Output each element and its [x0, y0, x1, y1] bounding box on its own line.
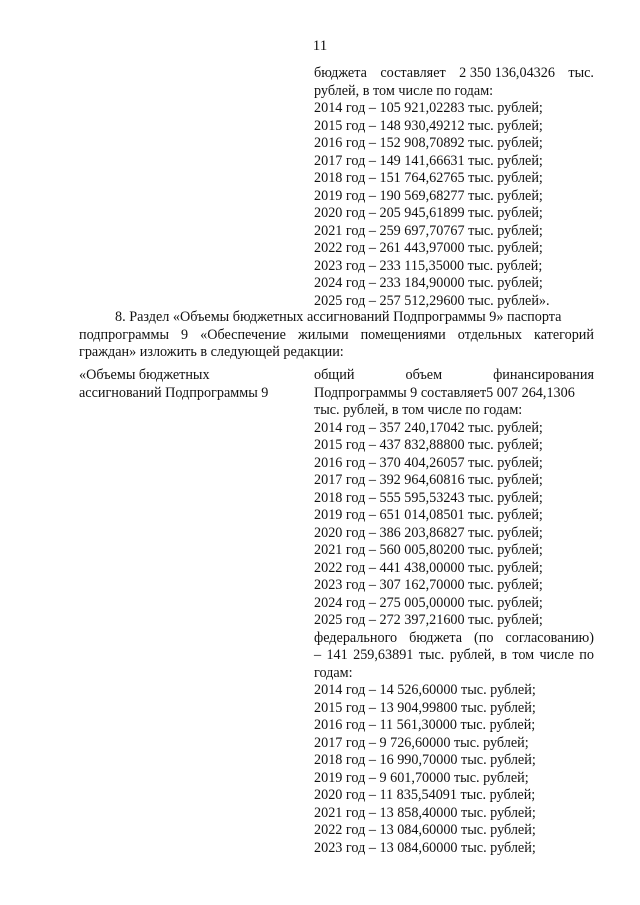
- label-line: ассигнований Подпрограммы 9: [79, 384, 269, 401]
- total-year-line: 2017 год – 392 964,60816 тыс. рублей;: [314, 472, 543, 488]
- table-label-column: [79, 367, 299, 402]
- funding-intro-line: тыс. рублей, в том числе по годам:: [314, 402, 523, 418]
- total-year-line: 2025 год – 272 397,21600 тыс. рублей;: [314, 612, 543, 628]
- word: в: [500, 647, 507, 663]
- federal-year-line: 2022 год – 13 084,60000 тыс. рублей;: [314, 822, 536, 838]
- word: подпрограммы: [79, 326, 169, 343]
- federal-year-line: 2016 год – 11 561,30000 тыс. рублей;: [314, 717, 536, 733]
- year-line: 2015 год – 148 930,49212 тыс. рублей;: [314, 117, 543, 134]
- word: рублей,: [449, 647, 495, 663]
- year-line: 2020 год – 205 945,61899 тыс. рублей;: [314, 205, 543, 221]
- federal-year-line: 2020 год – 11 835,54091 тыс. рублей;: [314, 787, 536, 803]
- word: жилыми: [297, 326, 349, 343]
- federal-year-line: 2023 год – 13 084,60000 тыс. рублей;: [314, 839, 536, 856]
- funding-intro-line: Подпрограммы 9 составляет5 007 264,1306: [314, 384, 575, 401]
- year-line: 2023 год – 233 115,35000 тыс. рублей;: [314, 257, 543, 274]
- year-line: 2017 год – 149 141,66631 тыс. рублей;: [314, 152, 543, 169]
- word: тыс.: [418, 647, 445, 663]
- federal-intro-line: [314, 647, 594, 665]
- total-year-line: 2015 год – 437 832,88800 тыс. рублей;: [314, 437, 543, 453]
- federal-intro-line: [314, 630, 594, 648]
- year-line: 2018 год – 151 764,62765 тыс. рублей;: [314, 170, 543, 186]
- year-line: 2021 год – 259 697,70767 тыс. рублей;: [314, 222, 543, 239]
- word: том: [512, 647, 535, 663]
- year-line: 2019 год – 190 569,68277 тыс. рублей;: [314, 187, 543, 204]
- year-line: 2016 год – 152 908,70892 тыс. рублей;: [314, 135, 543, 151]
- word: финансирования: [493, 367, 594, 383]
- word: помещениями: [360, 326, 446, 343]
- total-year-line: 2018 год – 555 595,53243 тыс. рублей;: [314, 489, 543, 506]
- word: отдельных: [457, 326, 523, 343]
- year-line: 2022 год – 261 443,97000 тыс. рублей;: [314, 240, 543, 256]
- word: бюджета: [409, 629, 463, 646]
- word: «Обеспечение: [200, 326, 286, 343]
- word: общий: [314, 367, 355, 383]
- year-line: 2014 год – 105 921,02283 тыс. рублей;: [314, 100, 543, 116]
- federal-year-line: 2021 год – 13 858,40000 тыс. рублей;: [314, 804, 536, 821]
- page-number: 11: [312, 38, 328, 54]
- word: составляет: [380, 65, 446, 81]
- word: категорий: [534, 326, 594, 343]
- federal-year-line: 2019 год – 9 601,70000 тыс. рублей;: [314, 769, 529, 786]
- section-8-paragraph: [79, 309, 594, 362]
- word: (по: [474, 629, 494, 646]
- total-year-line: 2022 год – 441 438,00000 тыс. рублей;: [314, 559, 543, 576]
- word: тыс.: [568, 65, 594, 81]
- federal-year-line: 2015 год – 13 904,99800 тыс. рублей;: [314, 699, 536, 716]
- word: по: [579, 647, 594, 663]
- table-value-column: [314, 367, 594, 857]
- word: объем: [405, 367, 443, 383]
- funding-intro-line: [314, 367, 594, 385]
- word: бюджета: [314, 65, 367, 81]
- federal-year-line: 2017 год – 9 726,60000 тыс. рублей;: [314, 734, 529, 751]
- budget-intro-line: рублей, в том числе по годам:: [314, 82, 494, 99]
- federal-year-line: 2018 год – 16 990,70000 тыс. рублей;: [314, 752, 536, 768]
- total-year-line: 2020 год – 386 203,86827 тыс. рублей;: [314, 524, 543, 541]
- word: согласованию): [505, 629, 594, 646]
- word: 259,63891: [353, 647, 414, 663]
- paragraph-line: граждан» изложить в следующей редакции:: [79, 344, 344, 360]
- label-line: «Объемы бюджетных: [79, 367, 210, 383]
- word: 141: [326, 647, 348, 663]
- total-year-line: 2024 год – 275 005,00000 тыс. рублей;: [314, 594, 543, 611]
- total-year-line: 2019 год – 651 014,08501 тыс. рублей;: [314, 507, 543, 523]
- budget-summary-block: [314, 65, 594, 310]
- paragraph-line: 8. Раздел «Объемы бюджетных ассигнований Подпрограммы 9» паспорта: [115, 309, 562, 325]
- word: –: [314, 647, 322, 663]
- word: 9: [181, 326, 189, 343]
- year-line: 2024 год – 233 184,90000 тыс. рублей;: [314, 275, 543, 291]
- federal-intro-line: годам:: [314, 664, 353, 681]
- total-year-line: 2016 год – 370 404,26057 тыс. рублей;: [314, 454, 543, 471]
- federal-year-line: 2014 год – 14 526,60000 тыс. рублей;: [314, 682, 536, 698]
- word: 2 350 136,04326: [459, 65, 555, 81]
- total-year-line: 2014 год – 357 240,17042 тыс. рублей;: [314, 419, 543, 436]
- total-year-line: 2023 год – 307 162,70000 тыс. рублей;: [314, 577, 543, 593]
- paragraph-line: [79, 327, 594, 345]
- word: числе: [539, 647, 574, 663]
- word: федерального: [314, 629, 398, 646]
- budget-intro-line: [314, 65, 594, 83]
- year-line: 2025 год – 257 512,29600 тыс. рублей».: [314, 292, 550, 309]
- total-year-line: 2021 год – 560 005,80200 тыс. рублей;: [314, 542, 543, 558]
